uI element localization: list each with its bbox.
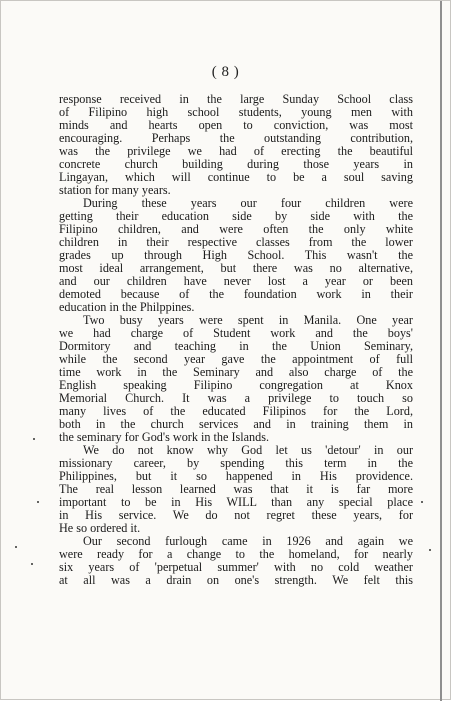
text-line: in His service. We do not regret these years, for — [59, 508, 413, 522]
text-line: at all was a drain on one's strength. We felt this — [59, 573, 413, 587]
text-line: During these years our four children were — [83, 196, 413, 210]
text-line: education in the Philppines. — [59, 300, 195, 314]
text-line: concrete church building during those years in — [59, 157, 413, 171]
text-line: were ready for a change to the homeland, for nearly — [59, 547, 413, 561]
scan-speck — [429, 549, 431, 551]
text-line: was the privilege we had of erecting the beautiful — [59, 144, 413, 158]
text-line: many lives of the educated Filipinos for the Lord, — [59, 404, 413, 418]
page-number: ( 8 ) — [211, 64, 240, 80]
text-line: grades up through High School. This wasn't the — [59, 248, 413, 262]
text-line: getting their education side by side with the — [59, 209, 413, 223]
scan-speck — [37, 501, 39, 503]
scan-speck — [421, 501, 423, 503]
text-line: encouraging. Perhaps the outstanding contribution, — [59, 131, 413, 145]
page-edge-shadow — [440, 1, 442, 701]
text-line: of Filipino high school students, young men with — [59, 105, 413, 119]
scan-speck — [33, 438, 35, 440]
text-line: time work in the Seminary and also charge of the — [59, 365, 413, 379]
text-line: Philippines, but it so happened in His providence. — [59, 469, 413, 483]
text-line: English speaking Filipino congregation at Knox — [59, 378, 413, 392]
text-line: response received in the large Sunday School class — [59, 92, 413, 106]
text-line: Dormitory and teaching in the Union Seminary, — [59, 339, 413, 353]
text-line: The real lesson learned was that it is far more — [59, 482, 413, 496]
text-line: most ideal arrangement, but there was no alternative, — [59, 261, 413, 275]
body-text — [59, 93, 413, 587]
text-line: the seminary for God's work in the Islands. — [59, 430, 270, 444]
scan-speck — [31, 563, 33, 565]
text-line: we had charge of Student work and the boys' — [59, 326, 413, 340]
text-line: Filipino children, and were often the only white — [59, 222, 413, 236]
text-line: important to be in His WILL than any special place — [59, 495, 413, 509]
text-line: station for many years. — [59, 183, 171, 197]
text-line: children in their respective classes from the lower — [59, 235, 413, 249]
text-line: We do not know why God let us 'detour' in our — [83, 443, 413, 457]
text-line: missionary career, by spending this term in the — [59, 456, 413, 470]
text-line: Memorial Church. It was a privilege to touch so — [59, 391, 413, 405]
text-line: demoted because of the foundation work in their — [59, 287, 413, 301]
text-line: both in the church services and in training them in — [59, 417, 413, 431]
scan-speck — [15, 546, 17, 548]
text-line: He so ordered it. — [59, 521, 141, 535]
text-line: while the second year gave the appointment of full — [59, 352, 413, 366]
text-line: and our children have never lost a year or been — [59, 274, 413, 288]
text-line: minds and hearts open to conviction, was most — [59, 118, 413, 132]
text-line: Two busy years were spent in Manila. One year — [83, 313, 413, 327]
text-line: Our second furlough came in 1926 and again we — [83, 534, 413, 548]
text-line: Lingayan, which will continue to be a soul saving — [59, 170, 413, 184]
text-line: six years of 'perpetual summer' with no cold weather — [59, 560, 413, 574]
